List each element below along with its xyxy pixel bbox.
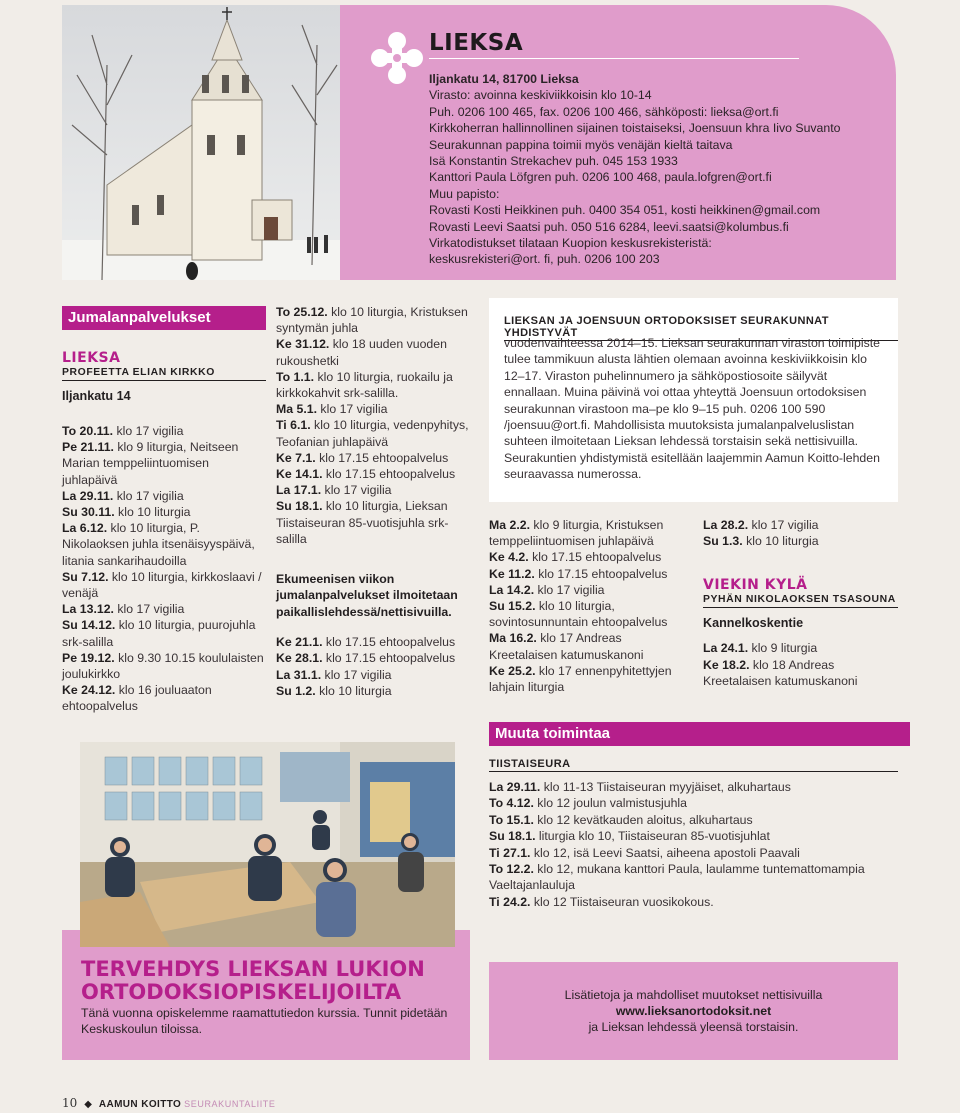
entry-text: liturgia klo 10, Tiistaiseuran 85-vuotisjuhlat xyxy=(535,829,770,844)
entry-date: La 14.2. xyxy=(489,582,535,597)
entry-date: Ke 7.1. xyxy=(276,450,316,465)
entry-text: klo 9 liturgia xyxy=(748,641,818,656)
entry-text: klo 10 liturgia, kirkkoslaavi / venäjä xyxy=(62,569,262,601)
merger-info-box xyxy=(489,298,898,502)
contact-info xyxy=(429,71,889,268)
entry-date: Su 15.2. xyxy=(489,599,536,614)
entry-date: Ma 2.2. xyxy=(489,518,531,532)
service-entry xyxy=(276,482,476,498)
priest-line: Seurakunnan pappina toimii myös venäjän kieltä taitava xyxy=(429,137,733,152)
entry-text: klo 17.15 ehtoopalvelus xyxy=(528,550,662,565)
service-entry xyxy=(62,439,266,488)
entry-text: klo 17.15 ehtoopalvelus xyxy=(534,566,668,581)
service-entry xyxy=(489,566,689,582)
address-line: Iljankatu 14, 81700 Lieksa xyxy=(429,72,579,86)
title-divider xyxy=(429,58,799,59)
entry-date: Su 18.1. xyxy=(276,499,323,514)
entry-text: klo 10 liturgia xyxy=(742,534,819,549)
service-entry xyxy=(62,520,266,569)
service-entry xyxy=(276,683,476,699)
entry-text: klo 17 Andreas Kreetalaisen katumuskanoni xyxy=(489,631,644,662)
entry-date: Su 1.3. xyxy=(703,534,743,549)
merger-heading: LIEKSAN JA JOENSUUN ORTODOKSISET SEURAKUNNAT YHDISTYVÄT xyxy=(504,315,898,341)
services-heading: Jumalanpalvelukset xyxy=(62,306,266,330)
village-church-location: VIEKIN KYLÄ xyxy=(703,577,808,594)
more-info-line: ja Lieksan lehdessä yleensä torstaisin. xyxy=(588,1020,799,1034)
more-info-line: Lisätietoja ja mahdolliset muutokset nettisivuilla xyxy=(564,988,823,1002)
service-entry xyxy=(489,598,689,630)
greeting-box xyxy=(62,930,470,1060)
entry-date: Ti 6.1. xyxy=(276,418,311,433)
service-entry xyxy=(62,423,266,439)
service-entry xyxy=(489,894,898,910)
entry-text: klo 18 Andreas Kreetalaisen katumuskanoni xyxy=(703,657,858,688)
service-entry xyxy=(62,682,266,714)
services-column-2 xyxy=(276,304,476,699)
entry-text: klo 9 liturgia, Neitseen Marian temppeliintuomisen juhlapäivä xyxy=(62,440,239,487)
entry-text: klo 10 liturgia, ruokailu ja kirkkokahvit srk-salilla. xyxy=(276,369,453,401)
priest-contact-line: Isä Konstantin Strekachev puh. 045 153 1933 xyxy=(429,154,678,169)
clergy-heikkinen-line: Rovasti Kosti Heikkinen puh. 0400 354 051, kosti heikkinen@gmail.com xyxy=(429,203,821,218)
service-entry xyxy=(489,795,898,811)
entry-text: klo 17 vigilia xyxy=(113,488,184,503)
entry-text: klo 10 liturgia, sovintosunnuntain ehtoopalvelus xyxy=(489,599,668,630)
entry-text: klo 10 liturgia xyxy=(114,505,191,520)
activities-list xyxy=(489,779,898,910)
service-entry xyxy=(489,828,898,844)
merger-text: vuodenvaihteessa 2014–15. Lieksan seurakunnan viraston toimipiste tulee tammikuun alusta lähtien olemaan avoinna keskiviikkoisin klo 12–17. Viraston puhelinnumero ja sähköpostiosoite säilyvät ennallaan. Muina päivinä voi ottaa yhteyttä Joensuun ortodoksisen seurakunnan virastoon ma–pe klo 9–15 puh. 0206 100 590 /joensuu@ort.fi. Mahdollisista muutoksista jumalanpalveluslistan suhteen ilmoitetaan Lieksan lehdessä torstaisin sekä nettisivuilla. Seurakuntien yhdistymistä esitellään laajemmin Aamun Koitto-lehden seuraavassa numerossa. xyxy=(504,336,880,482)
entry-text: klo 9 liturgia, Kristuksen temppeliintuomisen juhlapäivä xyxy=(489,518,664,549)
service-entry xyxy=(62,504,266,520)
entry-date: Ke 18.2. xyxy=(703,657,750,672)
entry-text: klo 10 liturgia, puurojuhla srk-salilla xyxy=(62,618,256,649)
greeting-title-line: ORTODOKSIOPISKELIJOILTA xyxy=(81,980,402,1004)
entry-date: Ke 11.2. xyxy=(489,566,535,581)
magazine-name: AAMUN KOITTO xyxy=(98,1099,182,1110)
service-entry xyxy=(489,861,898,894)
entry-date: Ke 28.1. xyxy=(276,651,323,666)
section-name: SEURAKUNTALIITE xyxy=(184,1099,276,1109)
entry-date: Su 18.1. xyxy=(489,829,536,844)
service-entry xyxy=(276,466,476,482)
greeting-title xyxy=(81,958,425,1004)
entry-text: klo 12 joulun valmistusjuhla xyxy=(533,796,688,811)
entry-date: Pe 19.12. xyxy=(62,650,115,665)
service-entry xyxy=(276,450,476,466)
service-entry xyxy=(276,336,476,368)
entry-date: La 24.1. xyxy=(703,641,749,656)
service-entry xyxy=(276,498,476,547)
phone-line: Puh. 0206 100 465, fax. 0206 100 466, sähköposti: lieksa@ort.fi xyxy=(429,104,779,119)
entry-date: To 15.1. xyxy=(489,812,534,827)
service-entry xyxy=(62,601,266,617)
entry-date: To 1.1. xyxy=(276,369,315,384)
service-entry xyxy=(489,812,898,828)
page-footer xyxy=(62,1096,276,1110)
service-entry xyxy=(489,779,898,795)
church-location: LIEKSA xyxy=(62,350,121,366)
entry-date: To 25.12. xyxy=(276,305,328,319)
service-entry xyxy=(62,569,266,601)
entry-date: Ke 25.2. xyxy=(489,663,536,678)
church-name: PROFEETTA ELIAN KIRKKO xyxy=(62,367,266,381)
entry-date: La 29.11. xyxy=(62,488,114,503)
village-chapel-address: Kannelkoskentie xyxy=(703,616,804,631)
service-entry xyxy=(489,549,689,565)
entry-text: klo 12, isä Leevi Saatsi, aiheena apostoli Paavali xyxy=(530,845,800,860)
service-entry xyxy=(489,517,689,549)
village-chapel-name: PYHÄN NIKOLAOKSEN TSASOUNA xyxy=(703,594,898,608)
service-list xyxy=(489,517,689,695)
other-clergy-label: Muu papisto: xyxy=(429,186,500,201)
entry-date: Ma 16.2. xyxy=(489,631,537,646)
entry-date: To 4.12. xyxy=(489,796,534,811)
service-entry xyxy=(703,640,898,656)
entry-text: klo 17.15 ehtoopalvelus xyxy=(315,450,449,465)
greeting-title-line: TERVEHDYS LIEKSAN LUKION xyxy=(81,957,425,981)
services-column-1 xyxy=(62,306,266,715)
entry-date: Ke 24.12. xyxy=(62,683,116,698)
registry-contact-line: keskusrekisteri@ort. fi, puh. 0206 100 203 xyxy=(429,252,660,267)
service-entry xyxy=(276,634,476,650)
entry-date: La 28.2. xyxy=(703,518,749,532)
church-photo xyxy=(62,5,340,280)
entry-date: Su 30.11. xyxy=(62,505,115,520)
entry-date: La 29.11. xyxy=(489,780,541,794)
services-column-3 xyxy=(489,517,689,695)
entry-date: La 6.12. xyxy=(62,521,108,536)
entry-date: Pe 21.11. xyxy=(62,440,114,455)
entry-text: klo 10 liturgia, P. Nikolaoksen juhla itsenäisyyspäivä, litania sankarihaudoilla xyxy=(62,521,255,568)
entry-date: Ti 27.1. xyxy=(489,845,531,860)
entry-date: Ke 21.1. xyxy=(276,635,323,650)
clergy-saatsi-line: Rovasti Leevi Saatsi puh. 050 516 6284, leevi.saatsi@kolumbus.fi xyxy=(429,219,789,234)
entry-text: klo 10 liturgia, Lieksan Tiistaiseuran 85-vuotisjuhla srk-salilla xyxy=(276,499,449,546)
parish-title: LIEKSA xyxy=(429,30,524,56)
diamond-separator-icon: ◆ xyxy=(84,1099,92,1110)
parish-info-box xyxy=(340,5,896,280)
entry-text: klo 10 liturgia, Kristuksen syntymän juhla xyxy=(276,305,468,336)
service-entry xyxy=(62,488,266,504)
service-entry xyxy=(62,650,266,682)
entry-date: Ke 14.1. xyxy=(276,467,323,482)
service-entry xyxy=(703,657,898,689)
service-entry xyxy=(276,667,476,683)
entry-text: klo 17 vigilia xyxy=(321,667,392,682)
entry-text: klo 17 vigilia xyxy=(113,424,184,438)
entry-text: klo 9.30 10.15 koululaisten joulukirkko xyxy=(62,650,264,682)
page-number: 10 xyxy=(62,1096,78,1110)
service-entry xyxy=(276,369,476,401)
entry-date: To 20.11. xyxy=(62,424,114,438)
office-hours-line: Virasto: avoinna keskiviikkoisin klo 10-14 xyxy=(429,88,652,103)
entry-text: klo 12 kevätkauden aloitus, alkuhartaus xyxy=(533,812,753,827)
cross-logo-icon xyxy=(370,31,424,85)
entry-text: klo 18 uuden vuoden rukoushetki xyxy=(276,337,447,368)
entry-text: klo 12 Tiistaiseuran vuosikokous. xyxy=(530,894,714,909)
entry-text: klo 17 vigilia xyxy=(748,518,819,532)
entry-date: Su 7.12. xyxy=(62,569,109,584)
entry-date: Ti 24.2. xyxy=(489,894,531,909)
service-entry xyxy=(276,401,476,417)
more-info-box xyxy=(489,962,898,1060)
service-entry xyxy=(62,617,266,649)
service-entry xyxy=(276,304,476,336)
certificates-line: Virkatodistukset tilataan Kuopion keskusrekisteristä: xyxy=(429,236,712,251)
service-entry xyxy=(276,650,476,666)
entry-date: Ma 5.1. xyxy=(276,402,318,417)
website-link[interactable]: www.lieksanortodoksit.net xyxy=(615,1004,772,1018)
service-entry xyxy=(489,845,898,861)
more-info-text xyxy=(489,987,898,1035)
entry-date: La 17.1. xyxy=(276,483,322,498)
entry-text: klo 16 jouluaaton ehtoopalvelus xyxy=(62,683,212,714)
entry-text: klo 17 vigilia xyxy=(317,402,388,417)
entry-text: klo 17 ennenpyhitettyjen lahjain liturgia xyxy=(489,663,672,695)
service-list xyxy=(703,640,898,689)
vicar-line: Kirkkoherran hallinnollinen sijainen toistaiseksi, Joensuun khra Iivo Suvanto xyxy=(429,121,841,136)
entry-text: klo 12, mukana kanttori Paula, laulamme tuntemattomampia Vaeltajanlauluja xyxy=(489,862,865,893)
entry-text: klo 11-13 Tiistaiseuran myyjäiset, alkuhartaus xyxy=(540,780,791,794)
activities-heading: Muuta toimintaa xyxy=(489,722,910,746)
service-list xyxy=(276,304,476,547)
cantor-line: Kanttori Paula Löfgren puh. 0206 100 468, paula.lofgren@ort.fi xyxy=(429,170,772,185)
service-entry xyxy=(489,582,689,598)
classroom-photo xyxy=(80,742,455,947)
services-column-4 xyxy=(703,517,898,689)
entry-text: klo 17.15 ehtoopalvelus xyxy=(322,467,456,482)
church-address: Iljankatu 14 xyxy=(62,389,131,403)
greeting-text: Tänä vuonna opiskelemme raamattutiedon kurssia. Tunnit pidetään Keskuskoulun tiloissa. xyxy=(81,1006,448,1036)
entry-text: klo 17 vigilia xyxy=(113,602,185,617)
service-entry xyxy=(703,533,898,549)
service-list xyxy=(62,423,266,715)
entry-text: klo 10 liturgia, vedenpyhitys, Teofanian juhlapäivä xyxy=(276,418,469,449)
service-list xyxy=(276,634,476,699)
entry-date: Su 1.2. xyxy=(276,683,316,698)
entry-text: klo 17 vigilia xyxy=(534,582,605,597)
entry-date: La 31.1. xyxy=(276,667,322,682)
entry-text: klo 17.15 ehtoopalvelus xyxy=(322,651,456,666)
entry-date: To 12.2. xyxy=(489,862,534,877)
entry-date: Ke 4.2. xyxy=(489,550,529,565)
service-list xyxy=(703,517,898,549)
service-entry xyxy=(489,630,689,662)
entry-date: La 13.12. xyxy=(62,602,114,617)
service-entry xyxy=(703,517,898,533)
entry-text: klo 10 liturgia xyxy=(315,683,392,698)
entry-text: klo 17 vigilia xyxy=(321,483,392,498)
entry-date: Su 14.12. xyxy=(62,618,116,633)
entry-date: Ke 31.12. xyxy=(276,337,330,352)
activities-subheading: TIISTAISEURA xyxy=(489,758,898,772)
service-entry xyxy=(276,417,476,449)
ecumenical-week-note: Ekumeenisen viikon jumalanpalvelukset ilmoitetaan paikallislehdessä/nettisivuilla. xyxy=(276,572,458,619)
entry-text: klo 17.15 ehtoopalvelus xyxy=(322,635,456,650)
service-entry xyxy=(489,663,689,695)
